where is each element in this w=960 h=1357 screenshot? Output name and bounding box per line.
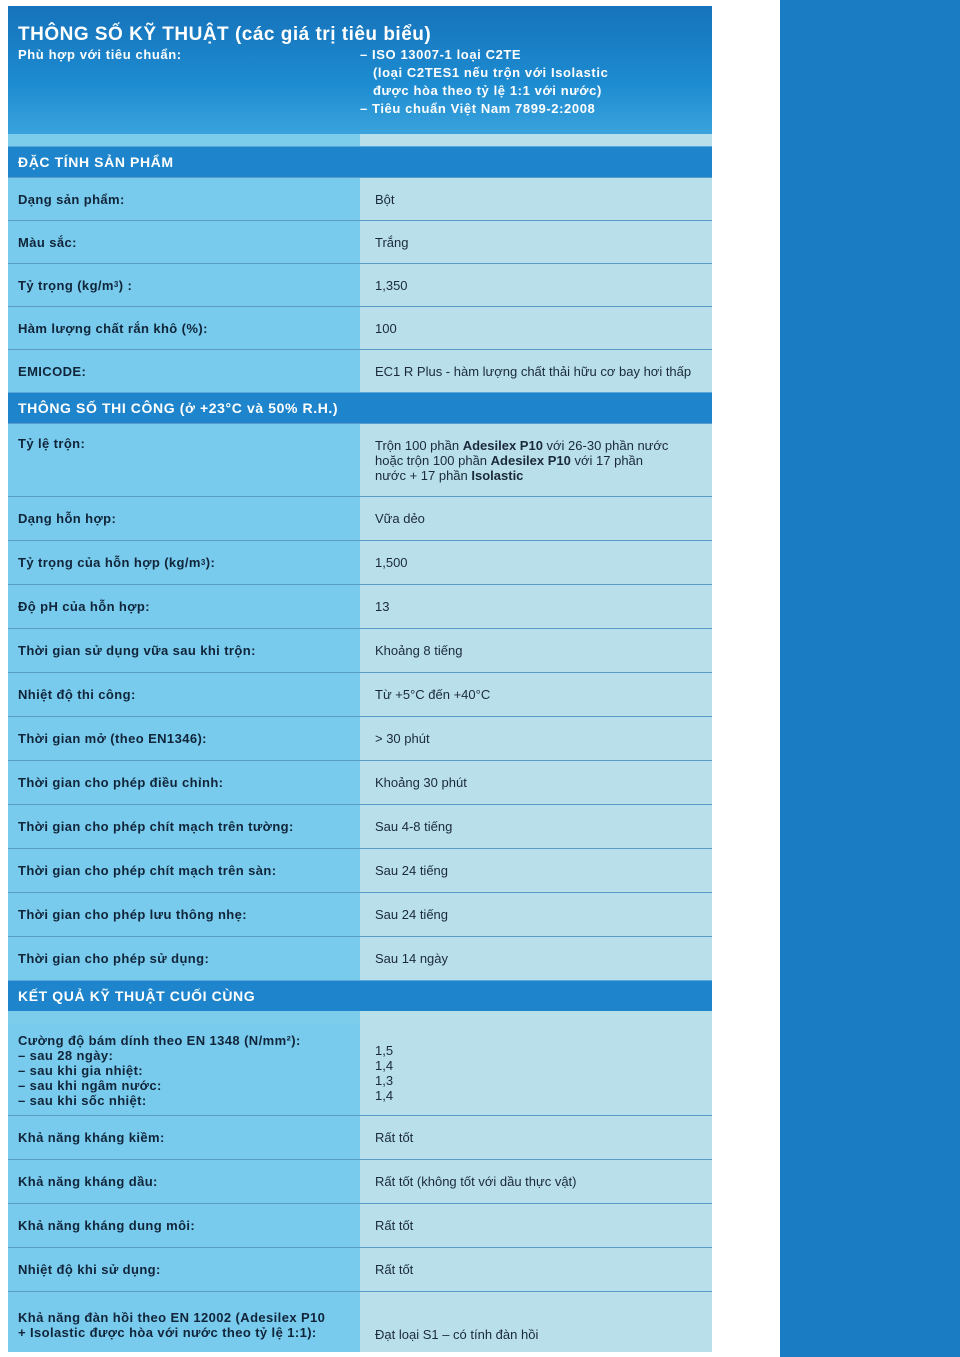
section-header-application: THÔNG SỐ THI CÔNG (ở +23°C và 50% R.H.) — [8, 392, 712, 423]
table-row — [8, 263, 712, 306]
row-value: Bột — [360, 178, 712, 220]
value-line: Trộn 100 phần Adesilex P10 với 26-30 phần nước — [375, 437, 669, 453]
row-label: Màu sắc: — [8, 221, 360, 263]
row-label: Thời gian cho phép sử dụng: — [8, 937, 360, 980]
row-label: Dạng sản phẩm: — [8, 178, 360, 220]
page-title: THÔNG SỐ KỸ THUẬT (các giá trị tiêu biểu) — [18, 24, 432, 45]
table-row — [8, 423, 712, 496]
label-line: Khả năng đàn hồi theo EN 12002 (Adesilex P10 — [18, 1310, 326, 1325]
table-row — [8, 1203, 712, 1247]
table-row — [8, 848, 712, 892]
row-value: Khoảng 30 phút — [360, 761, 712, 804]
table-row — [8, 936, 712, 980]
side-color-band — [780, 0, 960, 1357]
table-row — [8, 1025, 712, 1115]
table-row — [8, 716, 712, 760]
standard-line: (loại C2TES1 nếu trộn với Isolastic — [373, 65, 609, 80]
label-line: – sau khi ngâm nước: — [18, 1077, 162, 1093]
row-label: Thời gian mở (theo EN1346): — [8, 717, 360, 760]
row-label: Độ pH của hỗn hợp: — [8, 585, 360, 628]
row-value: 100 — [360, 307, 712, 349]
row-label: Hàm lượng chất rắn khô (%): — [8, 307, 360, 349]
standards-list — [360, 46, 608, 118]
table-row — [8, 1159, 712, 1203]
label-line: Cường độ bám dính theo EN 1348 (N/mm²): — [18, 1032, 301, 1048]
table-row — [8, 540, 712, 584]
header-block — [8, 6, 712, 134]
label-line: + Isolastic được hòa với nước theo tỷ lệ 1:1): — [18, 1325, 317, 1340]
row-value: > 30 phút — [360, 717, 712, 760]
standard-line: được hòa theo tỷ lệ 1:1 với nước) — [373, 83, 602, 98]
section-header-results: KẾT QUẢ KỸ THUẬT CUỐI CÙNG — [8, 980, 712, 1011]
table-row — [8, 1247, 712, 1291]
spec-sheet — [8, 6, 712, 1357]
value-line: nước + 17 phần Isolastic — [375, 467, 524, 483]
value-line: 1,5 — [375, 1043, 394, 1058]
row-label: Thời gian sử dụng vữa sau khi trộn: — [8, 629, 360, 672]
row-label: Khả năng kháng dầu: — [8, 1160, 360, 1203]
table-row — [8, 1291, 712, 1352]
row-label: Dạng hỗn hợp: — [8, 497, 360, 540]
standards-label: Phù hợp với tiêu chuẩn: — [18, 47, 182, 62]
label-line: – sau khi gia nhiệt: — [18, 1062, 144, 1078]
standard-line: – Tiêu chuẩn Việt Nam 7899-2:2008 — [360, 101, 596, 116]
row-value: Rất tốt — [360, 1204, 712, 1247]
value-line: hoặc trộn 100 phần Adesilex P10 với 17 phần — [375, 452, 644, 468]
table-row — [8, 306, 712, 349]
row-label: EMICODE: — [8, 350, 360, 392]
row-value: Rất tốt — [360, 1248, 712, 1291]
row-value: EC1 R Plus - hàm lượng chất thải hữu cơ bay hơi thấp — [360, 350, 712, 392]
section-gap — [8, 1011, 712, 1025]
standard-line: – ISO 13007-1 loại C2TE — [360, 47, 522, 62]
row-label: Tỷ trọng của hỗn hợp (kg/m 3 ): — [8, 541, 360, 584]
table-row — [8, 804, 712, 848]
value-line: 1,4 — [375, 1058, 394, 1073]
row-label: Khả năng kháng kiềm: — [8, 1116, 360, 1159]
row-value: Từ +5°C đến +40°C — [360, 673, 712, 716]
row-value: Sau 24 tiếng — [360, 849, 712, 892]
row-value: Trắng — [360, 221, 712, 263]
value-line: 1,3 — [375, 1073, 394, 1088]
row-label: Thời gian cho phép lưu thông nhẹ: — [8, 893, 360, 936]
row-label — [8, 1292, 360, 1352]
row-label: Thời gian cho phép điều chỉnh: — [8, 761, 360, 804]
row-value: Sau 4-8 tiếng — [360, 805, 712, 848]
table-row — [8, 1115, 712, 1159]
section-header-product: ĐẶC TÍNH SẢN PHẨM — [8, 146, 712, 177]
row-label: Khả năng kháng dung môi: — [8, 1204, 360, 1247]
table-row — [8, 220, 712, 263]
table-row — [8, 892, 712, 936]
row-value: Rất tốt — [360, 1116, 712, 1159]
label-line: – sau khi sốc nhiệt: — [18, 1092, 147, 1108]
row-value: 13 — [360, 585, 712, 628]
row-label: Nhiệt độ thi công: — [8, 673, 360, 716]
row-value: Sau 24 tiếng — [360, 893, 712, 936]
row-label: Nhiệt độ khi sử dụng: — [8, 1248, 360, 1291]
table-row — [8, 628, 712, 672]
row-value: 1,350 — [360, 264, 712, 306]
table-row — [8, 584, 712, 628]
table-row — [8, 672, 712, 716]
value-line: 1,4 — [375, 1088, 394, 1103]
label-line: – sau 28 ngày: — [18, 1047, 114, 1063]
row-label: Thời gian cho phép chít mạch trên tường: — [8, 805, 360, 848]
row-label: Tỷ lệ trộn: — [8, 424, 360, 496]
row-value: Rất tốt (không tốt với dầu thực vật) — [360, 1160, 712, 1203]
row-value: Đạt loại S1 – có tính đàn hồi — [360, 1292, 712, 1352]
row-value: Khoảng 8 tiếng — [360, 629, 712, 672]
row-label: Tỷ trọng (kg/m 3 ) : — [8, 264, 360, 306]
row-label: Thời gian cho phép chít mạch trên sàn: — [8, 849, 360, 892]
row-value: Vữa dẻo — [360, 497, 712, 540]
table-row — [8, 760, 712, 804]
row-value: Sau 14 ngày — [360, 937, 712, 980]
row-value: 1,500 — [360, 541, 712, 584]
row-value — [360, 1025, 712, 1115]
header-gap — [8, 134, 712, 146]
table-row — [8, 496, 712, 540]
row-value — [360, 424, 712, 496]
row-label — [8, 1025, 360, 1115]
table-row — [8, 177, 712, 220]
table-row — [8, 349, 712, 392]
